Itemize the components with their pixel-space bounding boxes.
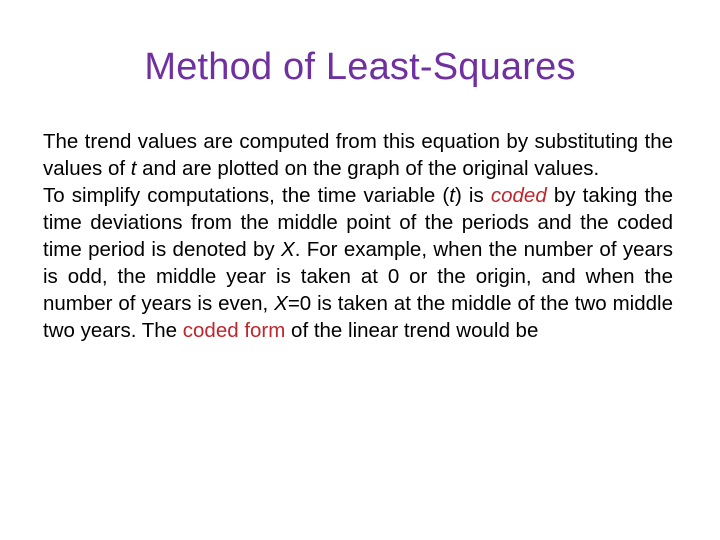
text-run: by taking the time deviations from the middle point of the periods and the coded time period is denoted by <box>43 184 673 261</box>
text-run: The trend values are computed from this equation by substituting the values of <box>43 130 673 180</box>
highlight-coded-form: coded form <box>182 319 286 342</box>
slide-body <box>43 128 673 344</box>
text-run: To simplify computations, the time variable ( <box>43 184 450 207</box>
slide-title: Method of Least-Squares <box>144 46 576 88</box>
text-run: and are plotted on the graph of the original values. <box>136 157 600 180</box>
variable-x: X <box>281 238 295 261</box>
highlight-coded: coded <box>490 184 547 207</box>
text-run: of the linear trend would be <box>285 319 539 342</box>
variable-t: t <box>130 157 137 180</box>
paragraph-coding <box>43 182 673 344</box>
text-run: . For example, when the number of years is odd, the middle year is taken at 0 or the origin, and when the number of years is even, <box>43 238 673 315</box>
paragraph-trend-values <box>43 128 673 182</box>
variable-x: X <box>274 292 288 315</box>
text-run: =0 is taken at the middle of the two middle two years. The <box>43 292 673 342</box>
variable-t: t <box>449 184 455 207</box>
text-run: ) is <box>454 184 491 207</box>
